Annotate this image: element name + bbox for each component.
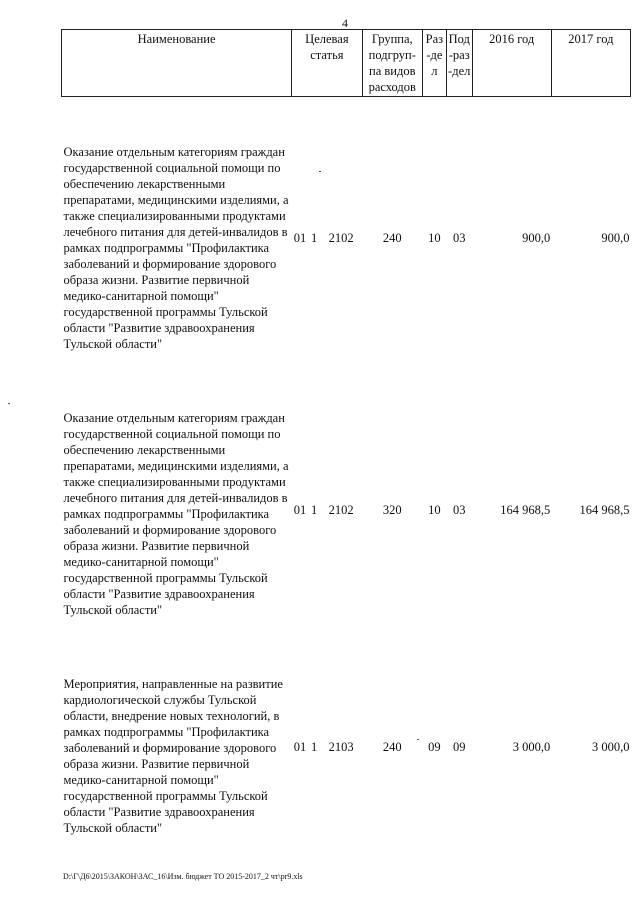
row-name: Оказание отдельным категориям граждан государственной социальной помощи по обеспечению лекарственными препаратами, медицинскими изделиями, а также специализированными продуктами лечебного питания для детей-инвалидов в рамках подпрограммы "Профилактика заболеваний и формирование здорового образа жизни. Развитие первичной медико-санитарной помощи" государственной программы Тульской области "Развитие здравоохранения Тульской области" [63, 145, 289, 351]
row-amount-2017: 3 000,0 [592, 740, 630, 754]
header-subsection: Под-раз-дел [446, 30, 472, 97]
row-target-subprogram: 1 [311, 740, 318, 754]
row-name: Оказание отдельным категориям граждан государственной социальной помощи по обеспечению лекарственными препаратами, медицинскими изделиями, а также специализированными продуктами лечебного питания для детей-инвалидов в рамках подпрограммы "Профилактика заболеваний и формирование здорового образа жизни. Развитие первичной медико-санитарной помощи" государственной программы Тульской области "Развитие здравоохранения Тульской области" [63, 411, 289, 617]
header-target-article: Целевая статья [292, 30, 362, 97]
row-subsection: 03 [452, 231, 466, 245]
row-amount-2016: 900,0 [522, 231, 551, 245]
row-amount-2016: 164 968,5 [500, 502, 551, 517]
row-target-code: 2102 [328, 231, 354, 245]
row-expense-group: 240 [382, 231, 402, 245]
page-number: 4 [342, 16, 348, 30]
row-amount-2017: 164 968,5 [579, 502, 630, 517]
budget-table [61, 29, 631, 854]
row-section: 10 [428, 231, 441, 245]
header-section: Раз-дел [422, 30, 446, 97]
row-amount-2017: 900,0 [601, 231, 630, 245]
row-target-subprogram: 1 [311, 502, 318, 517]
row-subsection: 09 [452, 740, 466, 754]
row-target-code: 2102 [328, 502, 354, 517]
row-target-code: 2103 [328, 740, 354, 754]
row-amount-2016: 3 000,0 [512, 740, 551, 754]
header-expense-group: Группа, подгруп-па видов расходов [362, 30, 422, 97]
row-expense-group: 320 [382, 502, 402, 517]
table-row [62, 97, 631, 380]
scan-speck [319, 171, 321, 172]
row-target-subprogram: 1 [311, 231, 318, 245]
row-section: 10 [428, 502, 441, 517]
table-row [62, 379, 631, 640]
footer-file-path: D:\Г\Д6\2015\ЗАКОН\ЗАС_16\Изм. бюджет ТО 2015-2017_2 чт\pr9.xls [63, 872, 303, 881]
scan-speck [8, 403, 10, 404]
header-name: Наименование [62, 30, 292, 97]
row-name: Мероприятия, направленные на развитие кардиологической службы Тульской области, внедрение новых технологий, в рамках подпрограммы "Профилактика заболеваний и формирование здорового образа жизни. Развитие первичной медико-санитарной помощи" государственной программы Тульской области "Развитие здравоохранения Тульской области" [63, 677, 283, 835]
row-target-program: 01 [293, 740, 307, 754]
row-expense-group: 240 [382, 740, 402, 754]
table-row [62, 640, 631, 854]
row-subsection: 03 [452, 502, 466, 517]
header-year-2016: 2016 год [472, 30, 551, 97]
scan-speck [417, 739, 419, 740]
header-year-2017: 2017 год [551, 30, 630, 97]
row-target-program: 01 [293, 502, 307, 517]
row-section: 09 [428, 740, 441, 754]
table-header-row [62, 30, 631, 97]
row-target-program: 01 [293, 231, 307, 245]
